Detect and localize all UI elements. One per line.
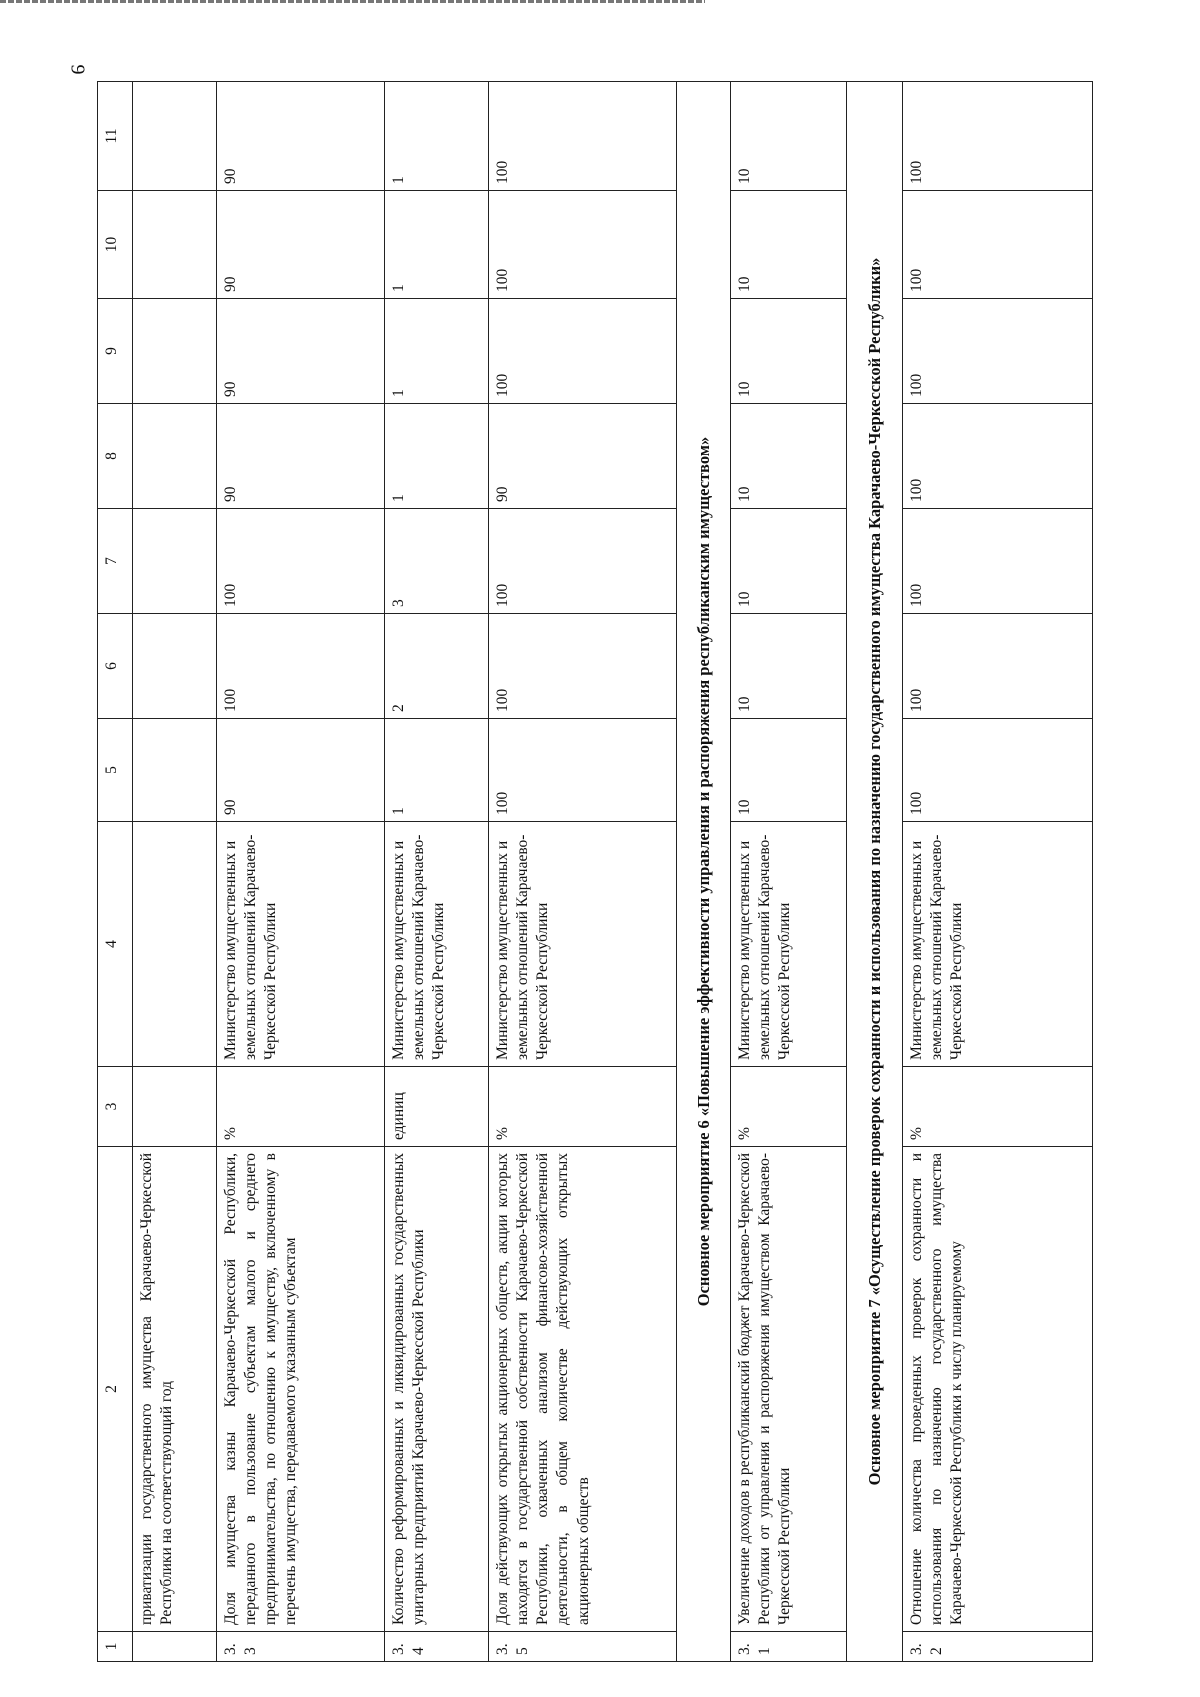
cell-executor: Министерство имущественных и земельных отношений Карачаево-Черкесской Республики [385, 822, 489, 1067]
cell-value: 10 [731, 509, 847, 614]
cell-value: 100 [217, 509, 385, 614]
cell-value: 90 [489, 404, 677, 509]
section-row-7 [847, 82, 903, 1662]
cell-value: 90 [217, 299, 385, 404]
cell-value: 10 [731, 719, 847, 822]
cell-value: 10 [731, 191, 847, 299]
section-title-7: Основное мероприятие 7 «Осуществление проверок сохранности и использования по назначению государственного имущества Карачаево-Черкесской Республики» [847, 82, 903, 1662]
cell-value: 100 [489, 82, 677, 191]
cell-value: 100 [489, 509, 677, 614]
rotated-table-container [97, 82, 1093, 1662]
cell-empty [133, 191, 217, 299]
col-header-11: 11 [98, 82, 133, 191]
cell-num [133, 1632, 217, 1662]
cell-indicator: приватизации государственного имущества Карачаево-Черкесской Республики на соответствующий год [133, 1147, 217, 1632]
cell-value: 1 [385, 191, 489, 299]
cell-value: 10 [731, 82, 847, 191]
col-header-10: 10 [98, 191, 133, 299]
col-header-2: 2 [98, 1147, 133, 1632]
cell-value: 1 [385, 404, 489, 509]
cell-value: 100 [489, 191, 677, 299]
cell-value: 10 [731, 614, 847, 719]
cell-empty [133, 822, 217, 1067]
cell-value: 10 [731, 404, 847, 509]
cell-indicator: Количество реформированных и ликвидированных государственных унитарных предприятий Карачаево-Черкесской Республики [385, 1147, 489, 1632]
cell-value: 2 [385, 614, 489, 719]
table-row [731, 82, 847, 1662]
cell-value: 1 [385, 82, 489, 191]
cell-num: 3.5 [489, 1632, 677, 1662]
cell-num: 3.3 [217, 1632, 385, 1662]
cell-unit: % [731, 1067, 847, 1147]
cell-value: 100 [903, 719, 1093, 822]
section-title-6: Основное мероприятие 6 «Повышение эффективности управления и распоряжения республиканским имуществом» [677, 82, 731, 1662]
cell-empty [133, 299, 217, 404]
page-number: 9 [66, 64, 89, 75]
cell-unit: % [903, 1067, 1093, 1147]
cell-value: 100 [489, 299, 677, 404]
cell-value: 1 [385, 299, 489, 404]
cell-num: 3.1 [731, 1632, 847, 1662]
cell-num: 3.2 [903, 1632, 1093, 1662]
table-row [385, 82, 489, 1662]
col-header-1: 1 [98, 1632, 133, 1662]
cell-value: 100 [903, 509, 1093, 614]
cell-executor: Министерство имущественных и земельных отношений Карачаево-Черкесской Республики [217, 822, 385, 1067]
indicators-table [97, 81, 1093, 1662]
col-header-5: 5 [98, 719, 133, 822]
cell-value: 90 [217, 719, 385, 822]
table-row [489, 82, 677, 1662]
top-scan-rule [0, 0, 705, 3]
cell-empty [133, 82, 217, 191]
cell-value: 90 [217, 191, 385, 299]
col-header-4: 4 [98, 822, 133, 1067]
cell-unit: % [489, 1067, 677, 1147]
cell-value: 100 [903, 404, 1093, 509]
col-header-8: 8 [98, 404, 133, 509]
cell-empty [133, 509, 217, 614]
cell-executor: Министерство имущественных и земельных отношений Карачаево-Черкесской Республики [731, 822, 847, 1067]
col-header-3: 3 [98, 1067, 133, 1147]
cell-unit: единиц [385, 1067, 489, 1147]
cell-indicator: Отношение количества проведенных проверок сохранности и использования по назначению государственного имущества Карачаево-Черкесской Республики к числу планируемому [903, 1147, 1093, 1632]
cell-value: 100 [489, 614, 677, 719]
cell-value: 90 [217, 82, 385, 191]
cell-value: 10 [731, 299, 847, 404]
col-header-6: 6 [98, 614, 133, 719]
cell-indicator: Увеличение доходов в республиканский бюджет Карачаево-Черкесской Республики от управления и распоряжения имуществом Карачаево-Черкесской Республики [731, 1147, 847, 1632]
cell-value: 100 [903, 82, 1093, 191]
cell-indicator: Доля имущества казны Карачаево-Черкесской Республики, переданного в пользование субъектам малого и среднего предпринимательства, по отношению к имуществу, включенному в перечень имущества, передаваемого указанным субъектам [217, 1147, 385, 1632]
cell-indicator: Доля действующих открытых акционерных обществ, акции которых находятся в государственной собственности Карачаево-Черкесской Республики, охваченных анализом финансово-хозяйственной деятельности, в общем количестве действующих открытых акционерных обществ [489, 1147, 677, 1632]
section-row-6 [677, 82, 731, 1662]
cell-value: 100 [217, 614, 385, 719]
table-row [217, 82, 385, 1662]
cell-value: 1 [385, 719, 489, 822]
table-row [903, 82, 1093, 1662]
cell-value: 100 [903, 299, 1093, 404]
col-header-7: 7 [98, 509, 133, 614]
cell-value: 100 [489, 719, 677, 822]
continuation-row [133, 82, 217, 1662]
cell-empty [133, 404, 217, 509]
cell-empty [133, 1067, 217, 1147]
cell-executor: Министерство имущественных и земельных отношений Карачаево-Черкесской Республики [489, 822, 677, 1067]
col-header-9: 9 [98, 299, 133, 404]
cell-empty [133, 719, 217, 822]
cell-value: 100 [903, 614, 1093, 719]
cell-num: 3.4 [385, 1632, 489, 1662]
cell-value: 3 [385, 509, 489, 614]
cell-value: 90 [217, 404, 385, 509]
cell-value: 100 [903, 191, 1093, 299]
cell-executor: Министерство имущественных и земельных отношений Карачаево-Черкесской Республики [903, 822, 1093, 1067]
cell-empty [133, 614, 217, 719]
cell-unit: % [217, 1067, 385, 1147]
header-row [98, 82, 133, 1662]
